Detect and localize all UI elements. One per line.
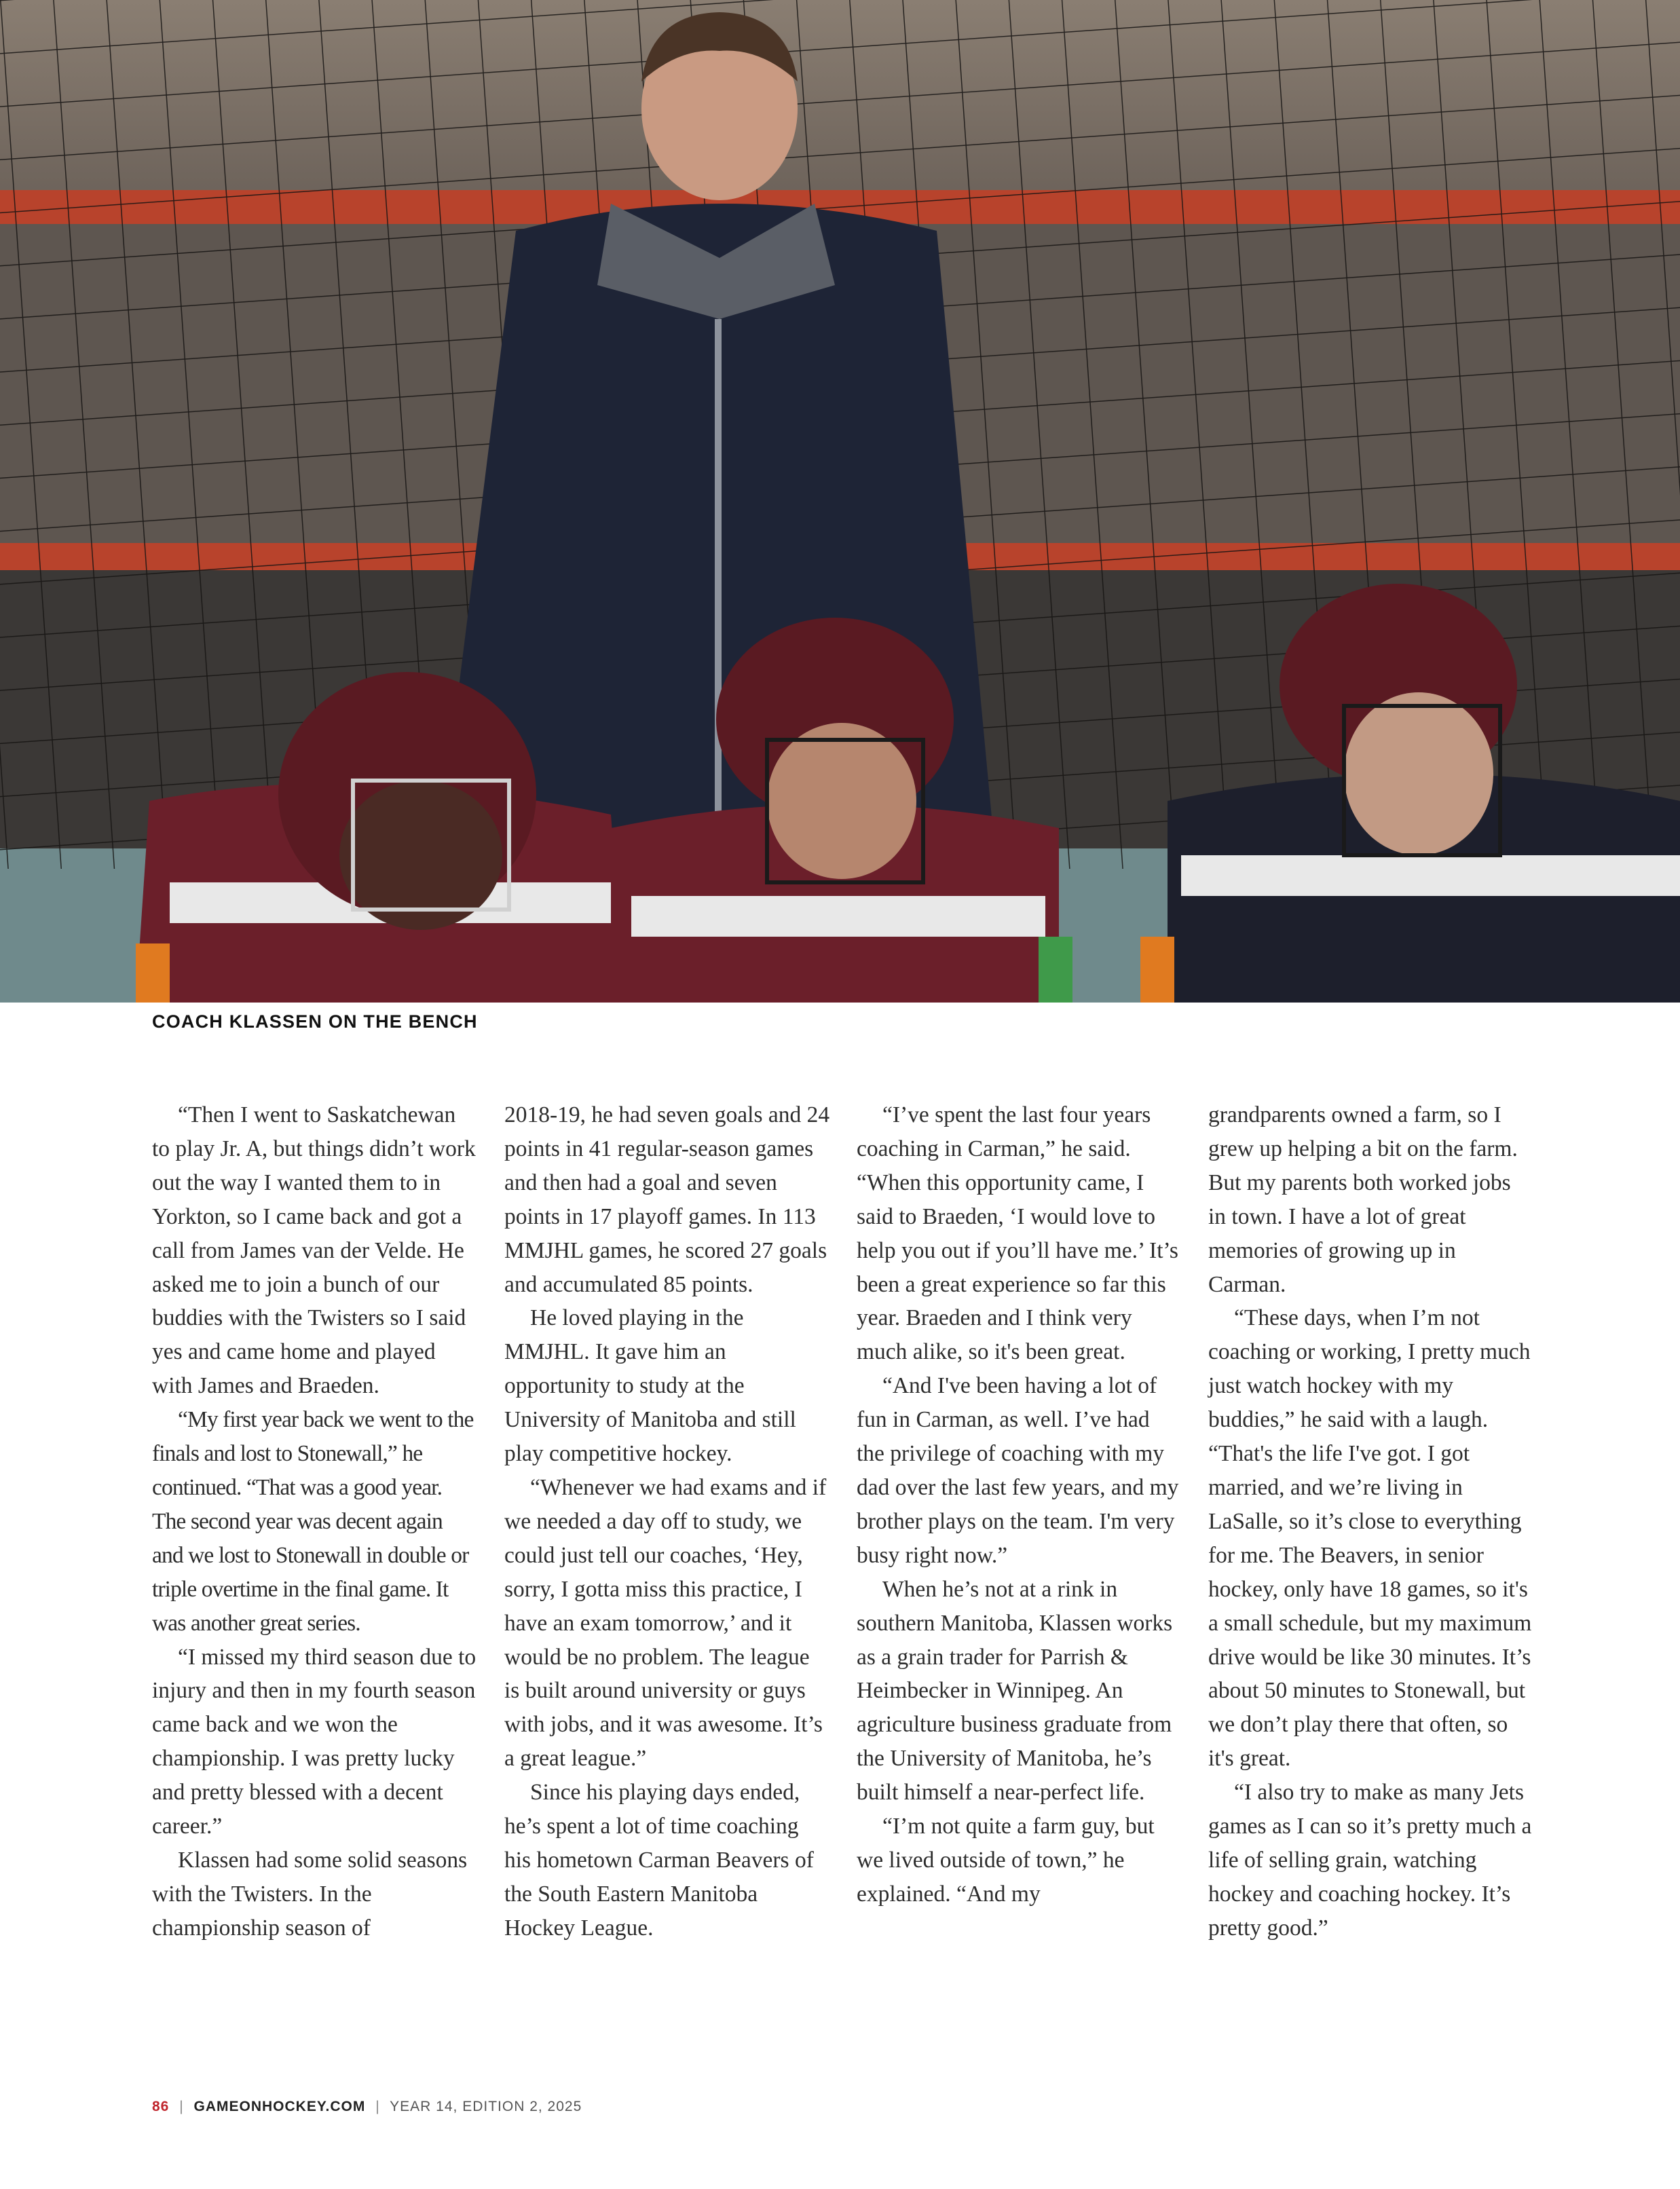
photo-caption: COACH KLASSEN ON THE BENCH	[152, 1011, 478, 1032]
paragraph: grandparents owned a farm, so I grew up helping a bit on the farm. But my parents both worked jobs in town. I have a lot of great memories of growing up in Carman.	[1208, 1102, 1518, 1297]
edition-label: YEAR 14, EDITION 2, 2025	[390, 2099, 582, 2114]
article-column-2	[504, 1098, 830, 1945]
hero-photo	[0, 0, 1680, 1003]
paragraph: “My first year back we went to the finals and lost to Stonewall,” he continued. “That was a good year. The second year was decent again and we lost to Stonewall in double or triple overtime in the final game. It was another great series.	[152, 1407, 474, 1636]
page-footer	[152, 2099, 582, 2115]
paragraph: “Then I went to Saskatchewan to play Jr. A, but things didn’t work out the way I wanted them to in Yorkton, so I came back and got a call from James van der Velde. He asked me to join a bunch of our buddies with the Twisters so I said yes and came home and played with James and Braeden.	[152, 1102, 476, 1399]
paragraph: “I also try to make as many Jets games as I can so it’s pretty much a life of selling grain, watching hockey and coaching hockey. It’s pretty good.”	[1208, 1780, 1532, 1941]
paragraph: “I’m not quite a farm guy, but we lived outside of town,” he explained. “And my	[857, 1814, 1155, 1907]
article-column-4	[1208, 1098, 1534, 1945]
article-column-1	[152, 1098, 478, 1945]
bench-scene-illustration	[0, 0, 1680, 1003]
paragraph: “Whenever we had exams and if we needed a day off to study, we could just tell our coaches, ‘Hey, sorry, I gotta miss this practice, I have an exam tomorrow,’ and it would be no problem. The league is built around university or guys with jobs, and it was awesome. It’s a great league.”	[504, 1474, 827, 1772]
paragraph: “And I've been having a lot of fun in Carman, as well. I’ve had the privilege of coaching with my dad over the last few years, and my brother plays on the team. I'm very busy right now.”	[857, 1373, 1179, 1568]
paragraph: “These days, when I’m not coaching or working, I pretty much just watch hockey with my buddies,” he said with a laugh. “That's the life I've got. I got married, and we’re living in LaSalle, so it’s close to everything for me. The Beavers, in senior hockey, only have 18 games, so it's a small schedule, but my maximum drive would be like 30 minutes. It’s about 50 minutes to Stonewall, but we don’t play there that often, so it's great.	[1208, 1305, 1532, 1772]
paragraph: Klassen had some solid seasons with the Twisters. In the championship season of	[152, 1847, 468, 1941]
paragraph: He loved playing in the MMJHL. It gave him an opportunity to study at the University of Manitoba and still play competitive hockey.	[504, 1305, 796, 1467]
paragraph: When he’s not at a rink in southern Manitoba, Klassen works as a grain trader for Parrish & Heimbecker in Winnipeg. An agriculture business graduate from the University of Manitoba, he’s built himself a near-perfect life.	[857, 1576, 1173, 1806]
site-link[interactable]: GAMEONHOCKEY.COM	[193, 2099, 366, 2114]
paragraph: 2018-19, he had seven goals and 24 points in 41 regular-season games and then had a goal and seven points in 17 playoff games. In 113 MMJHL games, he scored 27 goals and accumulated 85 points.	[504, 1102, 830, 1297]
page-number: 86	[152, 2099, 170, 2114]
footer-separator: |	[375, 2099, 380, 2114]
article-column-3	[857, 1098, 1182, 1911]
footer-separator: |	[179, 2099, 184, 2114]
paragraph: “I missed my third season due to injury and then in my fourth season came back and we won the championship. I was pretty lucky and pretty blessed with a decent career.”	[152, 1644, 477, 1839]
paragraph: “I’ve spent the last four years coaching in Carman,” he said. “When this opportunity came, I said to Braeden, ‘I would love to help you out if you’ll have me.’ It’s been a great experience so far this year. Braeden and I think very much alike, so it's been great.	[857, 1102, 1178, 1365]
paragraph: Since his playing days ended, he’s spent a lot of time coaching his hometown Carman Beavers of the South Eastern Manitoba Hockey League.	[504, 1780, 814, 1941]
